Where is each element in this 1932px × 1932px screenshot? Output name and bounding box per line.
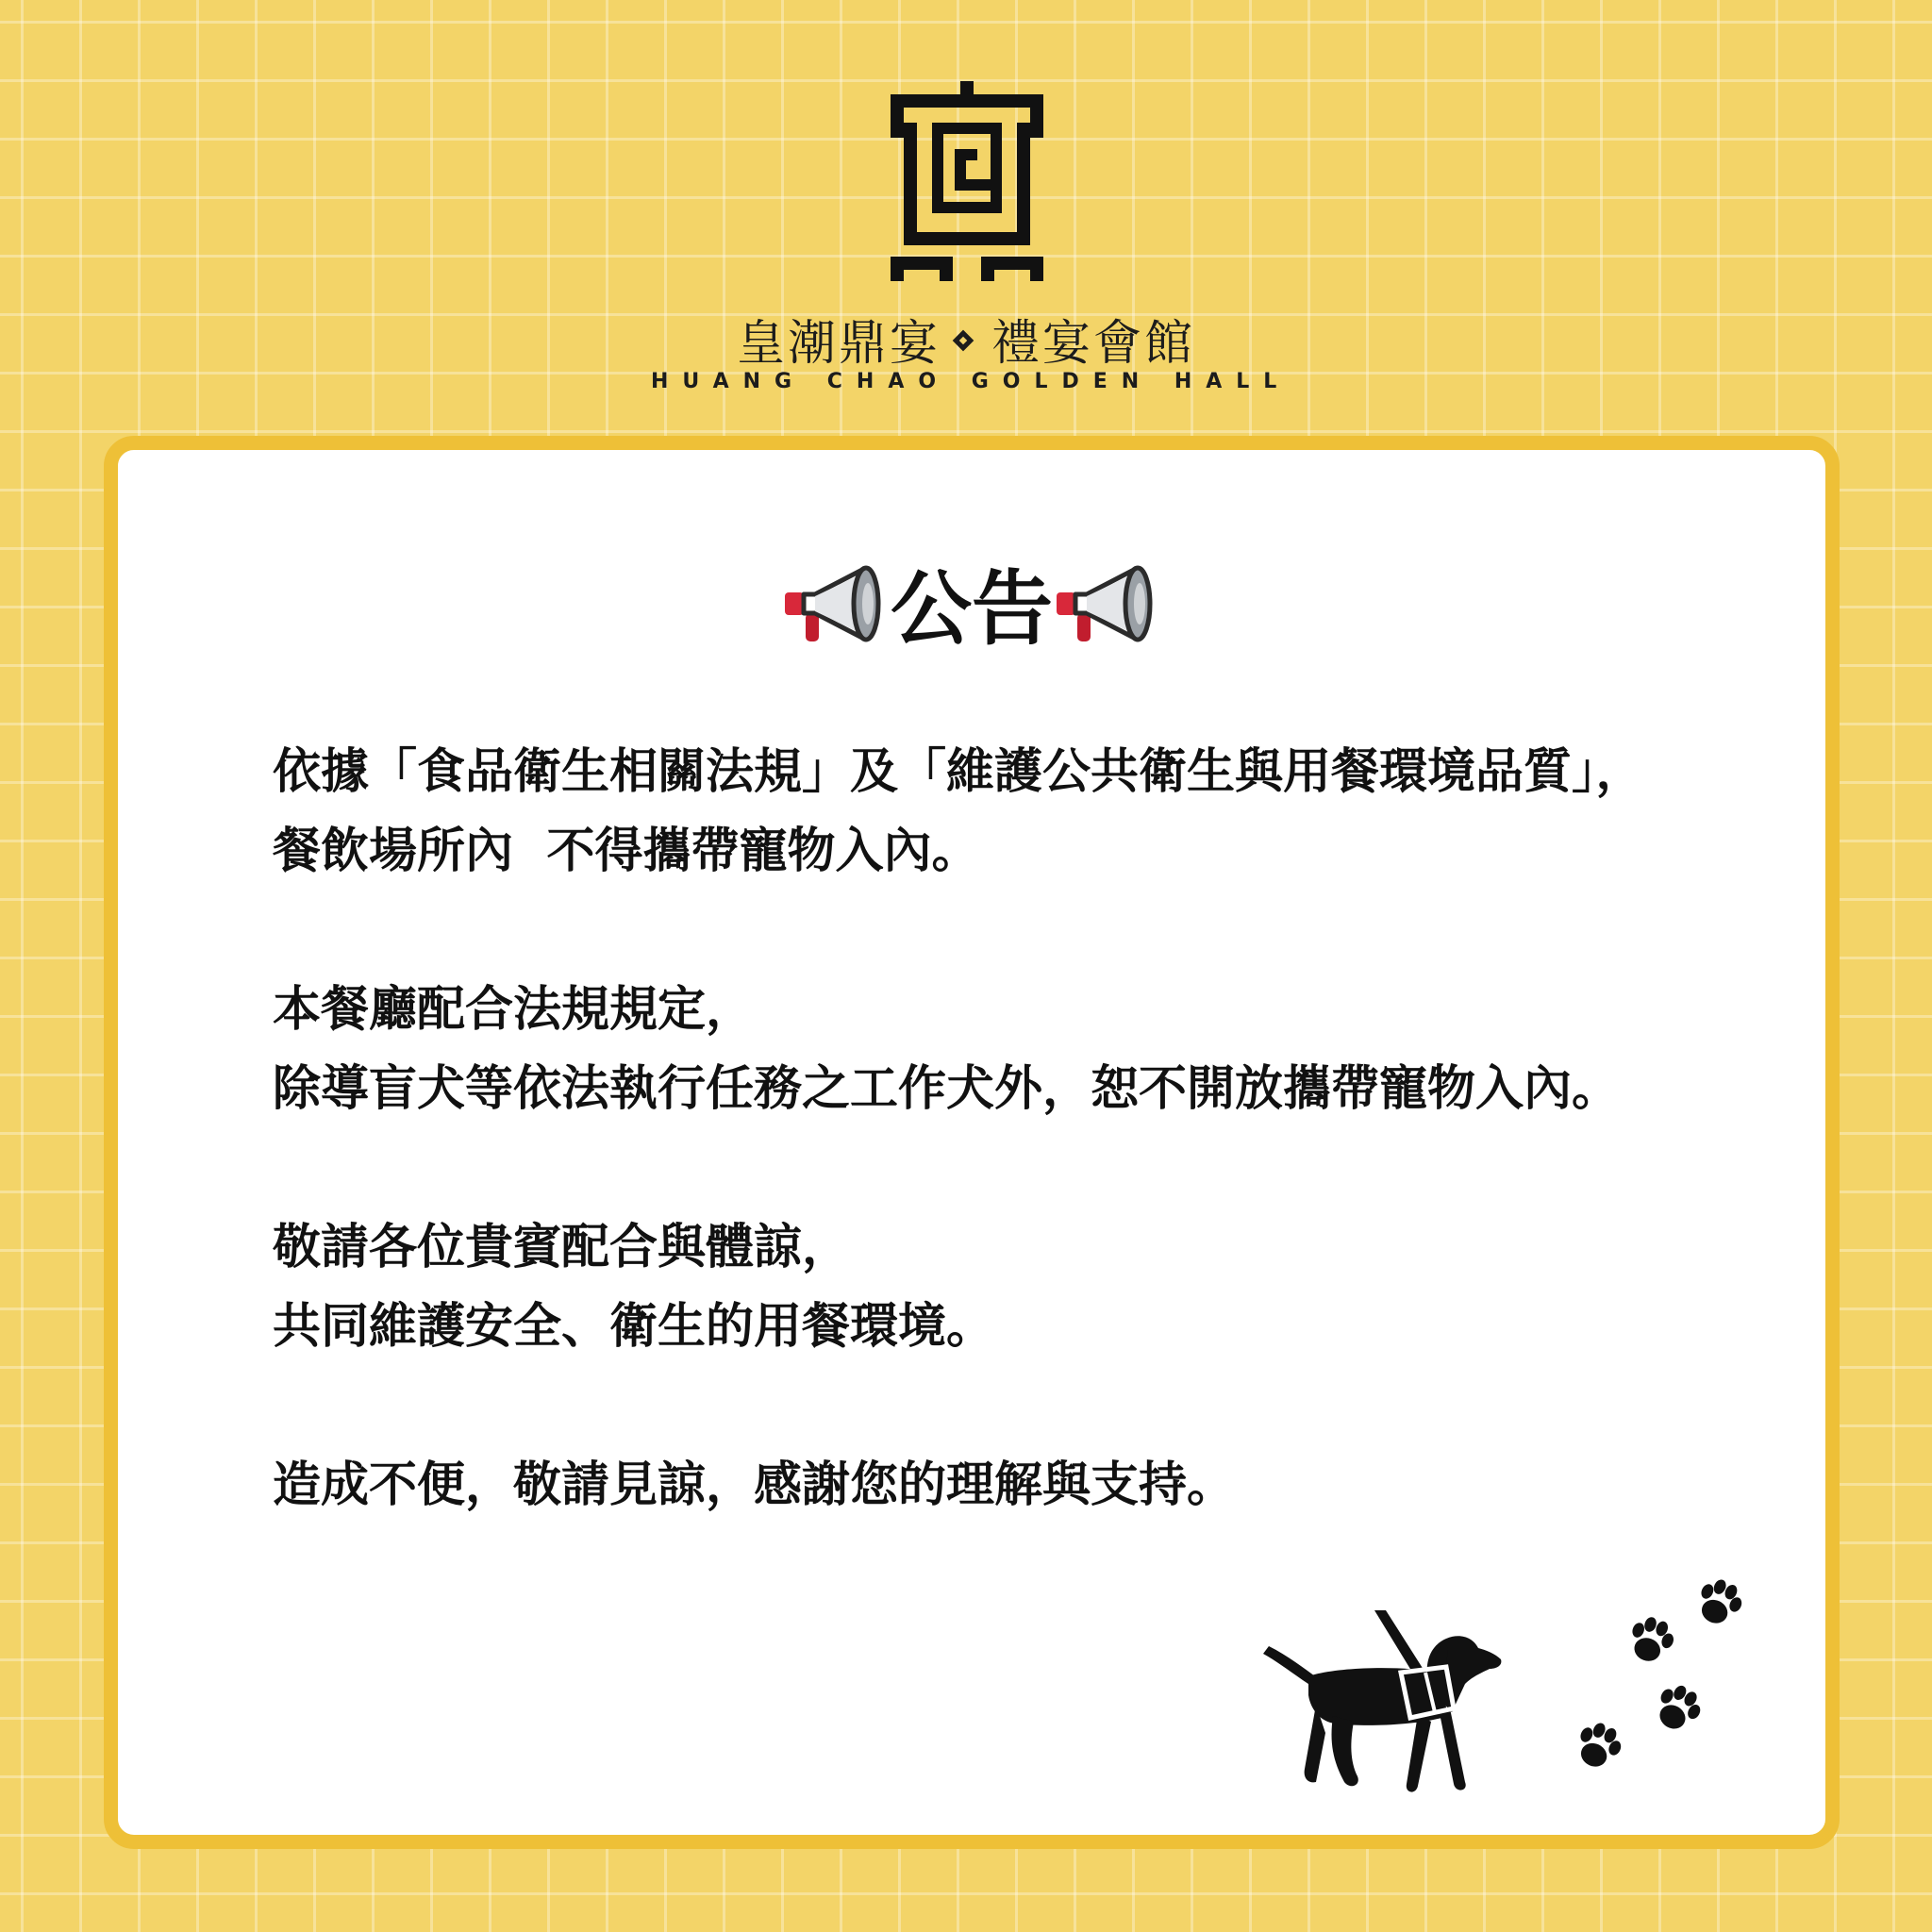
notice-body <box>273 733 1820 1605</box>
notice-paragraph <box>273 1208 1820 1367</box>
notice-title <box>118 558 1825 661</box>
megaphone-icon <box>783 564 889 655</box>
paw-prints-icon <box>1561 1573 1759 1771</box>
brand-english-name: HUANG CHAO GOLDEN HALL <box>651 370 1291 393</box>
diamond-separator-icon <box>953 330 974 352</box>
guide-dog-icon <box>1259 1610 1533 1808</box>
notice-line: 本餐廳配合法規規定， <box>273 982 755 1038</box>
brand-name-right: 禮宴會館 <box>991 316 1196 372</box>
brand-name-left: 皇潮鼎宴 <box>736 316 941 372</box>
notice-paragraph <box>273 1446 1820 1525</box>
notice-line: 餐飲場所內 不得攜帶寵物入內。 <box>273 824 980 879</box>
brand-name <box>651 304 1281 374</box>
notice-line: 依據「食品衛生相關法規」及「維護公共衛生與用餐環境品質」， <box>273 744 1644 800</box>
megaphone-icon <box>1055 564 1160 655</box>
notice-line: 除導盲犬等依法執行任務之工作犬外，恕不開放攜帶寵物入內。 <box>273 1061 1621 1117</box>
notice-paragraph <box>273 733 1820 891</box>
notice-line: 造成不便，敬請見諒，感謝您的理解與支持。 <box>273 1457 1236 1513</box>
notice-line: 共同維護安全、衛生的用餐環境。 <box>273 1299 995 1355</box>
notice-title-text: 公告 <box>891 562 1053 657</box>
venue-logo-icon <box>891 81 1043 281</box>
notice-line: 敬請各位貴賓配合與體諒， <box>273 1220 851 1275</box>
notice-paragraph <box>273 971 1820 1129</box>
notice-card <box>104 436 1840 1849</box>
